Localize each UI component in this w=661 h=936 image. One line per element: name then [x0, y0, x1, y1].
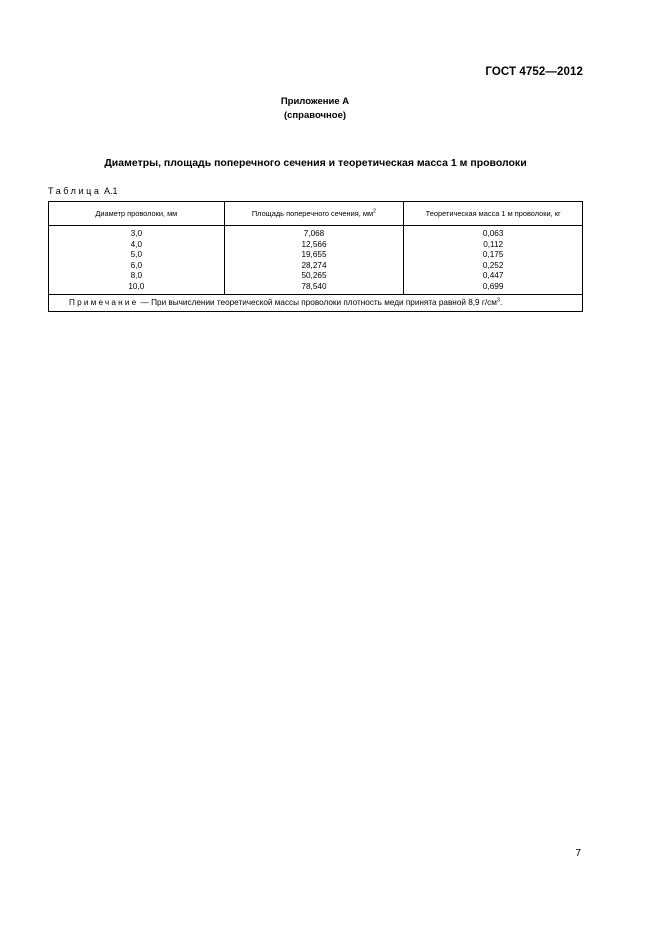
mass-value: 0,699	[482, 281, 504, 291]
table-caption-number: А.1	[104, 186, 118, 196]
wire-data-table	[48, 201, 583, 312]
diameter-column	[49, 226, 225, 295]
header-area	[224, 202, 404, 226]
table-note-row	[49, 295, 583, 312]
mass-value: 0,112	[483, 239, 504, 249]
table-note	[49, 295, 583, 312]
appendix-subtitle: (справочное)	[283, 110, 347, 121]
diameter-value: 10,0	[128, 281, 145, 291]
header-mass: Теоретическая масса 1 м проволоки, кг	[404, 202, 583, 226]
diameter-value: 5,0	[130, 250, 143, 259]
note-label: Примечание	[69, 298, 139, 307]
diameter-value: 6,0	[130, 260, 143, 270]
mass-value: 0,175	[482, 250, 504, 259]
document-title: Диаметры, площадь поперечного сечения и теоретическая масса 1 м проволоки	[104, 157, 527, 169]
note-superscript: 3	[496, 297, 500, 304]
diameter-value: 3,0	[130, 229, 143, 238]
header-area-superscript: 2	[373, 208, 377, 215]
area-value: 7,068	[303, 229, 325, 238]
area-value: 12,566	[301, 239, 327, 249]
mass-value: 0,063	[482, 229, 504, 238]
mass-value: 0,447	[482, 271, 504, 280]
area-column	[224, 226, 404, 295]
diameter-value: 4,0	[130, 239, 143, 249]
area-value: 50,265	[301, 271, 327, 280]
header-area-label: Площадь поперечного сечения, мм	[251, 209, 374, 218]
area-value: 28,274	[301, 260, 327, 270]
table-body-row	[49, 226, 583, 295]
diameter-value: 8,0	[130, 271, 143, 280]
note-text: При вычислении теоретической массы проволоки плотность меди принята равной 8,9 г/см	[151, 298, 497, 307]
table-caption-word: Таблица	[48, 186, 102, 196]
header-diameter: Диаметр проволоки, мм	[49, 202, 225, 226]
table-header-row	[49, 202, 583, 226]
mass-value: 0,252	[482, 260, 504, 270]
area-value: 78,540	[301, 281, 327, 291]
appendix-heading	[0, 95, 630, 123]
note-end: .	[499, 298, 503, 307]
note-dash: —	[138, 298, 152, 307]
page-number: 7	[575, 848, 581, 859]
area-value: 19,655	[301, 250, 327, 259]
appendix-title: Приложение А	[280, 96, 350, 107]
mass-column	[404, 226, 583, 295]
table-caption	[48, 186, 118, 196]
standard-code: ГОСТ 4752—2012	[485, 66, 583, 78]
